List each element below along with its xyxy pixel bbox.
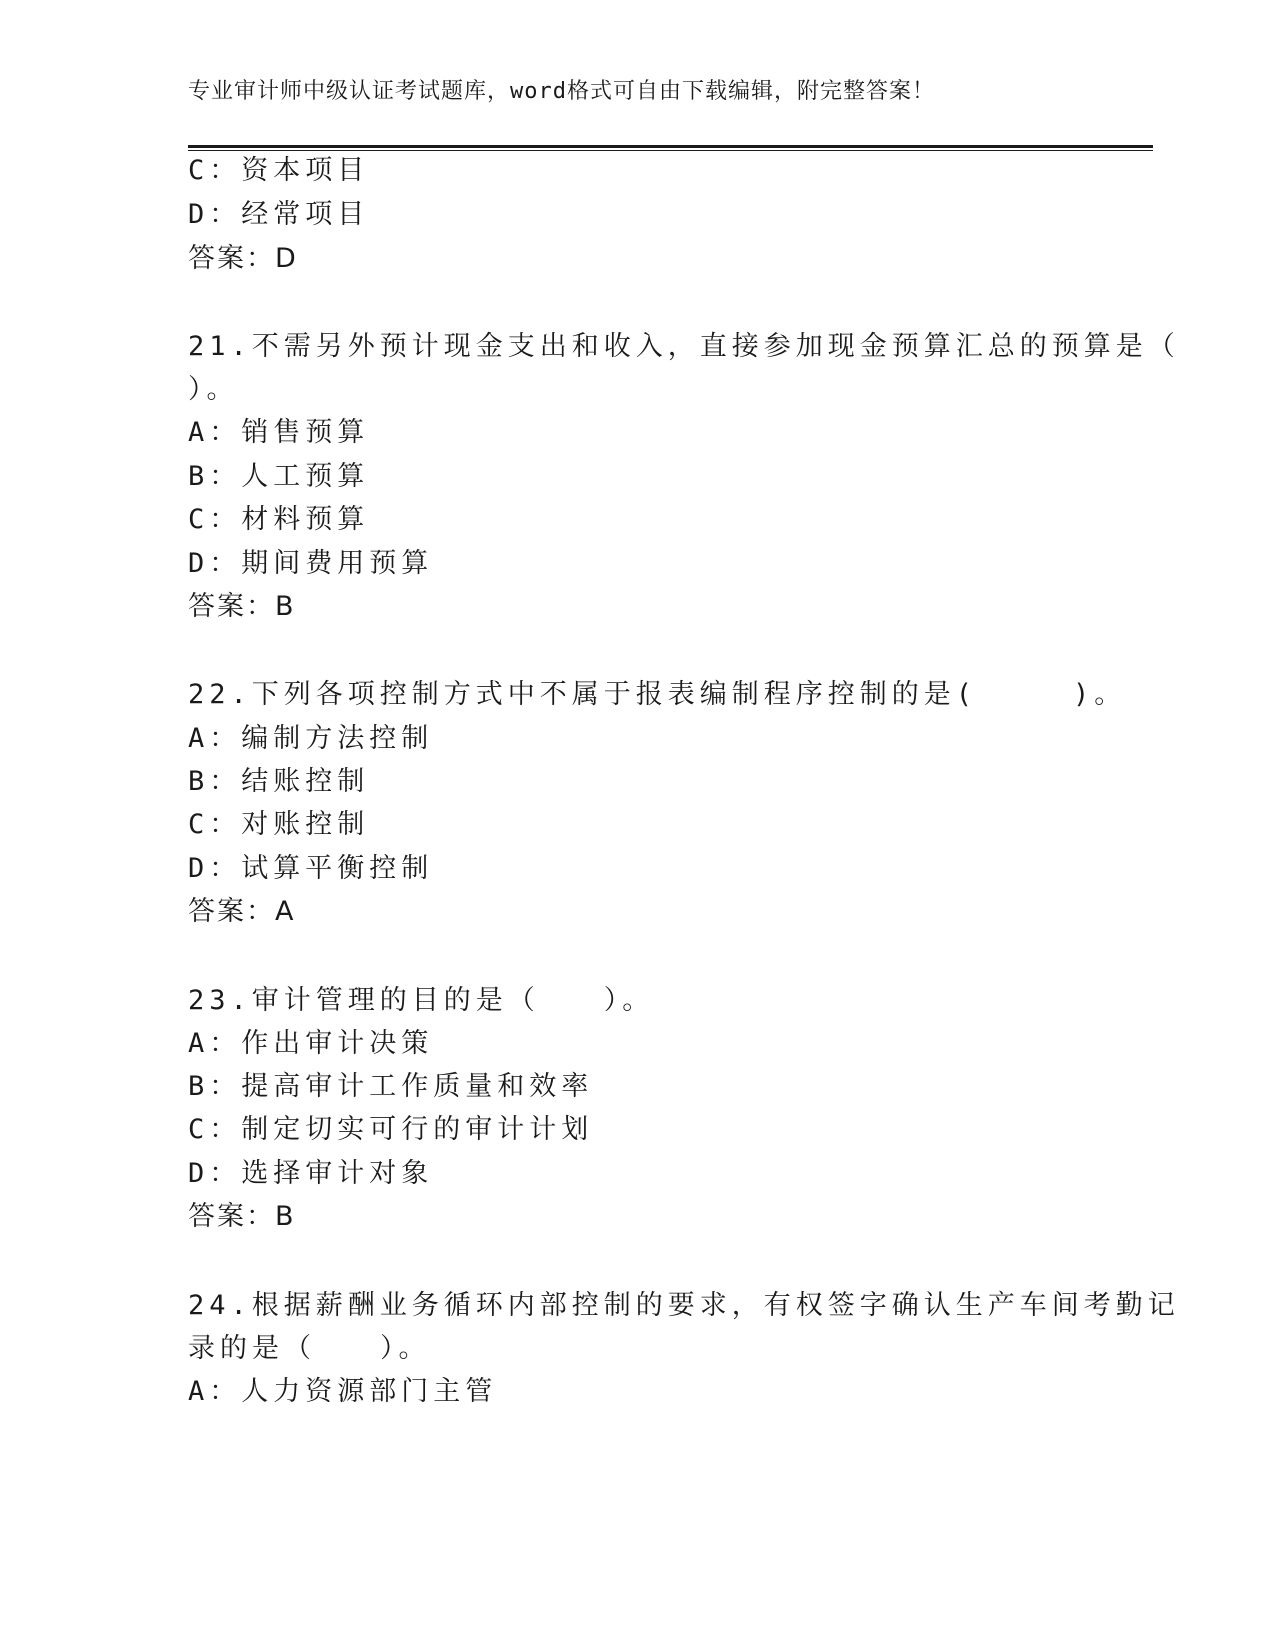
- question-line: 24.根据薪酬业务循环内部控制的要求，有权签字确认生产车间考勤记: [188, 1290, 1180, 1321]
- option-line: C：材料预算: [188, 504, 370, 535]
- question-line: 21.不需另外预计现金支出和收入，直接参加现金预算汇总的预算是（: [188, 331, 1180, 362]
- question-line: 23.审计管理的目的是（ ）。: [188, 985, 655, 1016]
- answer-line: 答案：B: [188, 1201, 296, 1232]
- answer-line: 答案：D: [188, 243, 298, 274]
- option-line: B：结账控制: [188, 766, 370, 797]
- option-line: C：对账控制: [188, 809, 370, 840]
- option-line: A：编制方法控制: [188, 723, 434, 754]
- page-header: 专业审计师中级认证考试题库，word格式可自由下载编辑，附完整答案！: [188, 79, 935, 104]
- question-line: 22.下列各项控制方式中不属于报表编制程序控制的是( )。: [188, 679, 1127, 710]
- answer-line: 答案：A: [188, 896, 296, 927]
- answer-line: 答案：B: [188, 591, 296, 622]
- option-line: D：经常项目: [188, 199, 370, 230]
- option-line: C：资本项目: [188, 155, 370, 186]
- question-line: 录的是（ ）。: [188, 1333, 431, 1364]
- option-line: B：人工预算: [188, 461, 370, 492]
- option-line: A：人力资源部门主管: [188, 1376, 498, 1407]
- option-line: A：作出审计决策: [188, 1028, 434, 1059]
- header-rule: [188, 145, 1153, 151]
- option-line: A：销售预算: [188, 417, 370, 448]
- option-line: D：选择审计对象: [188, 1158, 434, 1189]
- option-line: D：期间费用预算: [188, 548, 434, 579]
- option-line: B：提高审计工作质量和效率: [188, 1071, 594, 1102]
- option-line: C：制定切实可行的审计计划: [188, 1114, 594, 1145]
- question-line: ）。: [188, 374, 239, 405]
- option-line: D：试算平衡控制: [188, 853, 434, 884]
